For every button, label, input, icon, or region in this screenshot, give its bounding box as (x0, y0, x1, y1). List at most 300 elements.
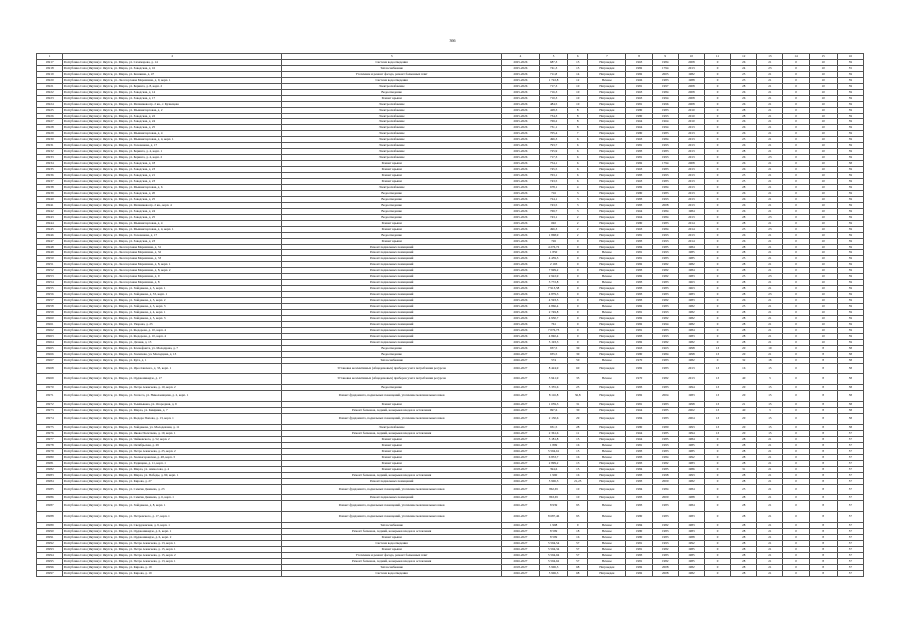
table-cell: 1983 (652, 327, 678, 333)
table-cell: 59 (837, 155, 863, 161)
table-cell: 2025-2026 (501, 113, 539, 119)
table-cell: 2018-2027 (501, 436, 539, 442)
table-cell: 57 (568, 546, 588, 552)
table-cell: 59 (837, 262, 863, 268)
table-cell: 21 (757, 309, 783, 315)
table-cell: 0 (704, 570, 730, 576)
column-number-cell: 11 (704, 54, 730, 60)
table-cell: 57 (837, 541, 863, 547)
table-cell: 18294 (37, 552, 63, 558)
address-text: ул. Мирза, ул. Заводская, д. 17 (113, 95, 156, 100)
table-cell: Ремонт подвальных помещений (282, 478, 501, 484)
table-cell: 0 (783, 232, 809, 238)
table-cell: 1984 (626, 523, 652, 529)
table-cell: 18282 (37, 466, 63, 472)
table-cell: 3 (757, 408, 783, 414)
table-cell: Вечное (588, 250, 626, 256)
table-cell: 2018-2027 (501, 466, 539, 472)
table-cell: 1980 (626, 512, 652, 523)
table-cell: 21 (731, 402, 757, 408)
table-cell: 1981 (626, 155, 652, 161)
table-cell: 2026-2027 (501, 385, 539, 391)
table-cell: 2026-2027 (501, 570, 539, 576)
table-cell: 5 906,3 (540, 564, 568, 570)
table-cell: 21 (757, 298, 783, 304)
table-cell: 0 (783, 442, 809, 448)
address-text: ул. Мирза, ул. Орджоникидзе, д. 6, корп. 2 (113, 535, 172, 540)
table-cell: 18236 (37, 173, 63, 179)
table-cell: Награжден (588, 59, 626, 65)
table-cell: 0 (568, 286, 588, 292)
table-cell: 2025-2026 (501, 280, 539, 286)
table-cell: 18225 (37, 107, 63, 113)
table-cell: 18275 (37, 424, 63, 430)
table-cell: Электроснабжение (282, 125, 501, 131)
table-cell: 57 (837, 564, 863, 570)
table-cell: 1985 (678, 546, 704, 552)
table-cell: Электроснабжение (282, 119, 501, 125)
table-cell: 1982 (626, 339, 652, 345)
table-cell: 13 (704, 391, 730, 402)
table-cell: 8 (568, 125, 588, 131)
table-cell: Ремонт балконов, лоджий, козырьков входов и остекления (282, 430, 501, 436)
table-cell: 0 (783, 238, 809, 244)
table-cell: 18296 (37, 564, 63, 570)
table-cell: Теплоснабжение (282, 564, 501, 570)
table-cell: 1982 (626, 315, 652, 321)
address-text: ул. Мирза, ул. Петра Алексеева, д. 13, корп. 1 (113, 541, 176, 545)
address-prefix: Республика Саха (Якутия) г. Якутск, (63, 149, 114, 154)
table-cell: Награжден (588, 196, 626, 202)
table-cell: 0 (704, 541, 730, 547)
table-cell: 18262 (37, 327, 63, 333)
table-cell: 10 (809, 202, 837, 208)
table-body (37, 59, 864, 576)
table-row (37, 414, 864, 425)
address-text: ул. Мирза, ул. Кошкина, д. 47 (113, 71, 155, 76)
table-cell: 0 (783, 125, 809, 131)
table-cell: 0 (783, 149, 809, 155)
table-cell: 57 (837, 535, 863, 541)
table-cell: 26 (731, 89, 757, 95)
table-cell: 6 (568, 161, 588, 167)
address-prefix: Республика Саха (Якутия) г. Якутск, (63, 357, 114, 362)
table-cell: 18271 (37, 391, 63, 402)
table-cell: Награжден (588, 202, 626, 208)
table-cell: 21 (757, 546, 783, 552)
table-cell: 2 130,6 (540, 414, 568, 425)
table-cell: 1982 (626, 391, 652, 402)
table-cell: 2026-2027 (501, 512, 539, 523)
table-cell: 36,8 (568, 391, 588, 402)
table-cell: Электроснабжение (282, 155, 501, 161)
table-cell: 18222 (37, 89, 63, 95)
address-text: ул. Лесоторговая Марамзина, д. 9, корп. 1 (113, 77, 171, 82)
table-cell: 5 594,94 (540, 552, 568, 558)
table-cell: 0 (704, 238, 730, 244)
table-row (37, 570, 864, 576)
table-cell: 1983 (626, 202, 652, 208)
table-cell: 1983 (626, 268, 652, 274)
table-cell: 0 (704, 558, 730, 564)
table-cell: 0 (704, 315, 730, 321)
table-cell: 0 (783, 155, 809, 161)
table-cell: 2004 (678, 414, 704, 425)
address-prefix: Республика Саха (Якутия) г. Якутск, (63, 535, 114, 540)
table-cell: 0 (704, 466, 730, 472)
table-cell: 59 (837, 137, 863, 143)
table-cell: 1982 (626, 570, 652, 576)
table-cell: 8 (809, 564, 837, 570)
table-cell: 15 (568, 59, 588, 65)
address-prefix: Республика Саха (Якутия) г. Якутск, (63, 460, 114, 465)
table-cell: 1984 (626, 484, 652, 495)
table-cell: 745,5 (540, 167, 568, 173)
table-cell: 1980 (626, 113, 652, 119)
table-cell: 1 850 (540, 250, 568, 256)
table-cell: 18277 (37, 436, 63, 442)
table-cell: 10 (809, 327, 837, 333)
table-cell: 2025-2026 (501, 77, 539, 83)
address-text: ул. Мирза, ул. Дачная, д. 13 (113, 339, 152, 344)
table-cell: Вечное (588, 309, 626, 315)
table-cell: 1982 (652, 262, 678, 268)
table-cell: 2013 (678, 149, 704, 155)
table-cell: 1 998 (540, 523, 568, 529)
table-cell: 26 (731, 167, 757, 173)
table-cell: 4 276,72 (540, 244, 568, 250)
table-cell: 1993 (652, 113, 678, 119)
address-prefix: Республика Саха (Якутия) г. Якутск, (63, 238, 114, 243)
table-cell: 0 (704, 77, 730, 83)
table-cell: 0 (783, 414, 809, 425)
table-cell: 30 (568, 408, 588, 414)
table-cell: 0 (783, 564, 809, 570)
table-cell: 0 (783, 268, 809, 274)
table-cell: Ремонт подвальных помещений (282, 286, 501, 292)
table-cell: 50 (568, 357, 588, 363)
table-cell: Награжден (588, 363, 626, 374)
table-cell: 8 599 (540, 529, 568, 535)
table-cell: 28 (731, 570, 757, 576)
table-cell: 21 (757, 220, 783, 226)
table-cell: 15 (757, 424, 783, 430)
table-cell: 6 (568, 173, 588, 179)
table-cell: 20 (731, 385, 757, 391)
address-text: ул. Мирза, ул. Семёна Дежнева, д. 6, корп. 1 (113, 495, 174, 500)
table-cell: Ремонт подвальных помещений (282, 304, 501, 310)
table-cell: 59 (837, 232, 863, 238)
table-cell: 1963 (652, 345, 678, 351)
table-cell: 18249 (37, 250, 63, 256)
table-cell: 2008 (652, 570, 678, 576)
table-cell: 0 (704, 226, 730, 232)
table-cell: 1982 (626, 274, 652, 280)
table-cell: 59 (837, 77, 863, 83)
table-cell: 1981 (626, 558, 652, 564)
table-cell: 28 (731, 436, 757, 442)
table-cell: 0 (783, 190, 809, 196)
table-cell: 1984 (678, 501, 704, 512)
table-cell: 743,1 (540, 214, 568, 220)
table-cell: 55 (837, 65, 863, 71)
table-cell: 57 (837, 478, 863, 484)
address-prefix: Республика Саха (Якутия) г. Якутск, (63, 304, 114, 309)
table-cell: 1984 (652, 454, 678, 460)
table-cell: 0 (704, 501, 730, 512)
table-cell: 1993 (652, 173, 678, 179)
table-cell: 59 (837, 220, 863, 226)
table-cell: 8 (809, 523, 837, 529)
table-cell: 59 (837, 143, 863, 149)
table-cell: Награжден (588, 292, 626, 298)
address-text: ул. Мирза, ул. Заводская, д. 18 (113, 161, 156, 166)
address-prefix: Республика Саха (Якутия) г. Якутск, (63, 408, 114, 413)
table-cell: 5 594,54 (540, 541, 568, 547)
table-cell: Награжден (588, 391, 626, 402)
table-cell: 2026-2027 (501, 442, 539, 448)
table-cell: 0 (704, 173, 730, 179)
table-cell: 0 (704, 304, 730, 310)
table-cell: 18263 (37, 333, 63, 339)
table-cell: Утепление и ремонт фасада, ремонт балконных плит (282, 552, 501, 558)
table-cell: 8 (809, 495, 837, 501)
table-cell: 1982 (678, 478, 704, 484)
table-cell: 15 (757, 402, 783, 408)
table-cell: 1982 (652, 268, 678, 274)
table-cell: 18256 (37, 292, 63, 298)
table-cell: 1994 (652, 321, 678, 327)
table-cell: 2026-2027 (501, 374, 539, 385)
table-cell: 18270 (37, 385, 63, 391)
table-cell: 1985 (652, 244, 678, 250)
table-cell: 59 (837, 238, 863, 244)
table-cell: 710,3 (540, 95, 568, 101)
column-number-cell: 9 (652, 54, 678, 60)
table-cell: 1982 (652, 523, 678, 529)
table-cell: Вечное (588, 448, 626, 454)
table-cell: 2008 (678, 161, 704, 167)
table-cell: 0 (704, 131, 730, 137)
table-cell: 18246 (37, 232, 63, 238)
table-cell: 1982 (678, 262, 704, 268)
table-cell: Ремонт крыши (282, 448, 501, 454)
table-cell: 59 (837, 83, 863, 89)
table-cell: 0 (783, 71, 809, 77)
table-cell: 59 (837, 167, 863, 173)
table-cell: 1994 (678, 385, 704, 391)
address-text: ул. Мирза, ул. Хайдакова, д. 5, корп. 3 (113, 315, 166, 320)
address-prefix: Республика Саха (Якутия) г. Якутск, (63, 292, 114, 297)
table-cell: 0 (783, 402, 809, 408)
table-cell: 57 (837, 546, 863, 552)
table-cell: Ремонт крыши (282, 535, 501, 541)
table-cell: 15 (568, 448, 588, 454)
table-cell: 2025-2026 (501, 119, 539, 125)
table-cell: 2025-2026 (501, 214, 539, 220)
address-text: ул. Мирза, ул. Мышкиторговая, д. 4, корп. 1 (113, 226, 174, 231)
table-cell: 931,5 (540, 424, 568, 430)
table-cell: 2025-2026 (501, 262, 539, 268)
table-cell: 40 (731, 408, 757, 414)
table-cell: 1963 (626, 167, 652, 173)
table-cell: 1982 (652, 298, 678, 304)
address-text: ул. Мирза, ул. Мирза, ул. Победы, д. 90, корп. 1 (113, 472, 179, 477)
table-cell: 21 (757, 315, 783, 321)
table-cell: 10 (809, 161, 837, 167)
table-cell: 59 (837, 256, 863, 262)
table-cell: 1982 (652, 315, 678, 321)
table-cell: 769,7 (540, 208, 568, 214)
table-cell: 18293 (37, 546, 63, 552)
table-cell: 2013 (678, 196, 704, 202)
table-cell: 1982 (678, 71, 704, 77)
table-cell (63, 570, 282, 576)
table-cell: 1992 (678, 454, 704, 460)
table-cell: 0 (704, 220, 730, 226)
table-cell: 21 (757, 250, 783, 256)
table-cell: Награжден (588, 460, 626, 466)
table-row (37, 512, 864, 523)
table-cell: 59 (837, 107, 863, 113)
table-cell: 428,3 (540, 107, 568, 113)
table-cell: 59 (837, 333, 863, 339)
table-cell: 0 (704, 155, 730, 161)
table-cell: Награжден (588, 385, 626, 391)
table-cell: Награжден (588, 184, 626, 190)
table-cell: 0 (783, 478, 809, 484)
table-cell: 8 (809, 501, 837, 512)
table-cell: Награжден (588, 466, 626, 472)
table-cell: 18240 (37, 196, 63, 202)
table-cell: 1983 (652, 304, 678, 310)
table-cell: 1982 (652, 274, 678, 280)
table-cell: 0 (704, 101, 730, 107)
table-cell: Ремонт крыши (282, 220, 501, 226)
table-cell: 0 (568, 333, 588, 339)
table-cell: 0 (704, 268, 730, 274)
table-row (37, 391, 864, 402)
table-cell: 1981 (626, 83, 652, 89)
address-prefix: Республика Саха (Якутия) г. Якутск, (63, 503, 114, 508)
table-cell: 58 (837, 391, 863, 402)
table-cell: 0 (783, 546, 809, 552)
table-cell: 0 (783, 345, 809, 351)
table-cell: 58 (837, 385, 863, 391)
table-cell: 26 (731, 119, 757, 125)
table-cell: 0 (568, 250, 588, 256)
table-cell: 10 (809, 286, 837, 292)
table-cell: Теплоснабжение (282, 65, 501, 71)
table-cell: 1983 (678, 333, 704, 339)
table-cell: 26 (731, 155, 757, 161)
table-cell: 2026-2027 (501, 495, 539, 501)
table-cell: 59 (837, 327, 863, 333)
table-cell: 10 (568, 83, 588, 89)
column-number-cell: 14 (783, 54, 809, 60)
table-cell: 0 (704, 529, 730, 535)
address-prefix: Республика Саха (Якутия) г. Якутск, (63, 173, 114, 178)
table-cell: 1794 (652, 161, 678, 167)
table-cell: 1981 (626, 546, 652, 552)
table-cell: 25 (568, 385, 588, 391)
table-cell: 0 (704, 232, 730, 238)
table-cell: 29 (568, 414, 588, 425)
table-cell: 0 (704, 65, 730, 71)
table-cell: 2013 (678, 214, 704, 220)
table-cell: 0 (783, 558, 809, 564)
address-text: ул. Мирза, ул. Заводская, д. 25 (113, 214, 156, 219)
table-cell: 2025-2026 (501, 226, 539, 232)
table-cell: 1993 (652, 250, 678, 256)
table-cell: Награжден (588, 107, 626, 113)
table-cell: 1970 (626, 374, 652, 385)
table-cell: 1980 (626, 351, 652, 357)
table-cell: Водоотведение (282, 190, 501, 196)
table-cell: 2018-2027 (501, 564, 539, 570)
table-cell: 59 (837, 286, 863, 292)
table-cell: 25 (731, 71, 757, 77)
table-cell: 0 (704, 95, 730, 101)
table-cell: 59 (837, 89, 863, 95)
table-cell: Ремонт крыши (282, 436, 501, 442)
address-prefix: Республика Саха (Якутия) г. Якутск, (63, 298, 114, 303)
table-cell: Электроснабжение (282, 149, 501, 155)
table-cell: 10 (809, 333, 837, 339)
table-cell: 0 (704, 484, 730, 495)
table-cell: Электроснабжение (282, 137, 501, 143)
address-text: ул. Мирза, ул. Федора Попова, д. 13, корп. 1 (113, 416, 174, 421)
table-cell: 8 (809, 552, 837, 558)
table-cell: Награжден (588, 95, 626, 101)
table-cell: 21 (757, 436, 783, 442)
table-cell: 1983 (652, 402, 678, 408)
table-cell: 0 (783, 167, 809, 173)
table-cell: 18231 (37, 143, 63, 149)
table-cell: 2026-2027 (501, 351, 539, 357)
table-cell: 28 (731, 292, 757, 298)
table-cell: 1983 (652, 280, 678, 286)
table-cell: 18228 (37, 125, 63, 131)
table-cell: 10 (809, 125, 837, 131)
address-text: ул. Мирза, ул. Орджоникидзе, д. 6, корп. 1 (113, 529, 172, 534)
table-cell: 1994 (678, 430, 704, 436)
table-cell: Награжден (588, 125, 626, 131)
table-cell: 1970 (626, 357, 652, 363)
table-cell: 1981 (626, 256, 652, 262)
table-cell: 10 (809, 59, 837, 65)
table-cell: Ремонт крыши (282, 238, 501, 244)
table-cell: Награжден (588, 83, 626, 89)
table-cell: 8 (809, 391, 837, 402)
address-text: ул. Мирза, ул. Мышкиторговая, д. 6 (113, 184, 163, 189)
table-cell: Вечное (588, 374, 626, 385)
address-prefix: Республика Саха (Якутия) г. Якутск, (63, 184, 114, 189)
table-cell: Установка коллективных (общедомовых) приборов учета потребления ресурсов (282, 363, 501, 374)
table-cell: 2026-2027 (501, 363, 539, 374)
table-cell: Вечное (588, 357, 626, 363)
table-cell: 1964 (626, 125, 652, 131)
table-cell: 1982 (678, 321, 704, 327)
table-cell: 1980 (626, 535, 652, 541)
table-cell: 1964 (626, 119, 652, 125)
table-cell: 2008 (678, 83, 704, 89)
table-cell: Награжден (588, 208, 626, 214)
table-cell: 57 (837, 466, 863, 472)
table-cell: Награжден (588, 71, 626, 77)
table-row (37, 363, 864, 374)
table-cell: 2025-2026 (501, 125, 539, 131)
